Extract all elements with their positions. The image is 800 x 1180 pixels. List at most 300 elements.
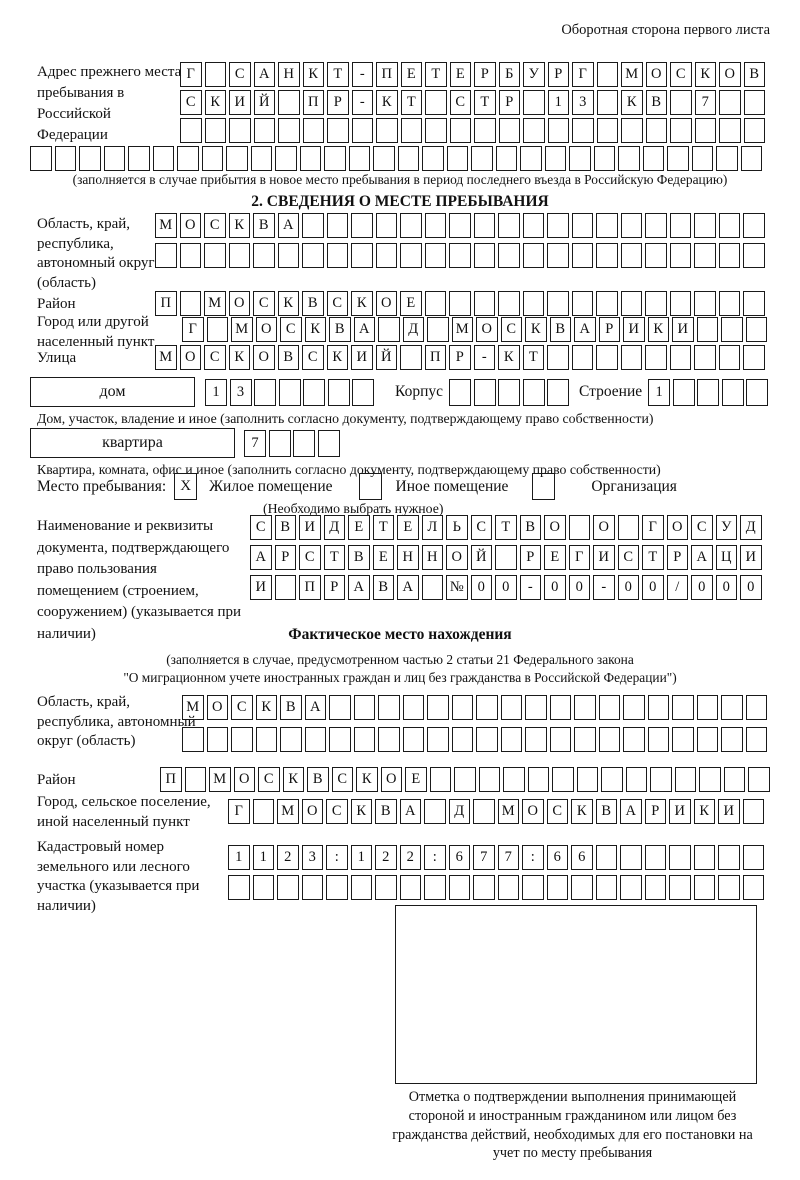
- char-box[interactable]: О: [376, 291, 398, 316]
- char-box[interactable]: [277, 875, 299, 900]
- char-box[interactable]: С: [204, 345, 226, 370]
- char-box[interactable]: В: [348, 545, 370, 570]
- char-box[interactable]: О: [207, 695, 229, 720]
- char-box[interactable]: М: [182, 695, 204, 720]
- char-box[interactable]: 1: [648, 379, 670, 406]
- char-box[interactable]: К: [205, 90, 227, 115]
- char-box[interactable]: [743, 875, 765, 900]
- char-box[interactable]: Н: [278, 62, 300, 87]
- char-box[interactable]: [572, 118, 594, 143]
- char-box[interactable]: 1: [205, 379, 227, 406]
- char-box[interactable]: [645, 243, 667, 268]
- char-box[interactable]: С: [691, 515, 713, 540]
- char-box[interactable]: Р: [667, 545, 689, 570]
- char-box[interactable]: [601, 767, 623, 792]
- char-box[interactable]: [626, 767, 648, 792]
- char-box[interactable]: [185, 767, 207, 792]
- char-box[interactable]: [599, 727, 621, 752]
- char-box[interactable]: [376, 213, 398, 238]
- char-box[interactable]: [401, 118, 423, 143]
- char-box[interactable]: 3: [230, 379, 252, 406]
- char-box[interactable]: А: [305, 695, 327, 720]
- char-box[interactable]: [645, 213, 667, 238]
- char-box[interactable]: С: [618, 545, 640, 570]
- char-box[interactable]: [545, 146, 567, 171]
- char-box[interactable]: [424, 799, 446, 824]
- char-box[interactable]: 7: [473, 845, 495, 870]
- char-box[interactable]: -: [352, 90, 374, 115]
- char-box[interactable]: К: [229, 213, 251, 238]
- char-box[interactable]: [496, 146, 518, 171]
- char-box[interactable]: [743, 845, 765, 870]
- char-box[interactable]: Н: [422, 545, 444, 570]
- char-box[interactable]: У: [716, 515, 738, 540]
- char-box[interactable]: 0: [691, 575, 713, 600]
- char-box[interactable]: С: [250, 515, 272, 540]
- char-box[interactable]: 6: [547, 845, 569, 870]
- char-box[interactable]: [621, 291, 643, 316]
- char-box[interactable]: [724, 767, 746, 792]
- char-box[interactable]: В: [550, 317, 572, 342]
- char-box[interactable]: Р: [645, 799, 667, 824]
- char-box[interactable]: [447, 146, 469, 171]
- char-box[interactable]: [403, 695, 425, 720]
- char-box[interactable]: [427, 727, 449, 752]
- char-box[interactable]: [354, 695, 376, 720]
- char-box[interactable]: В: [253, 213, 275, 238]
- char-box[interactable]: Р: [520, 545, 542, 570]
- char-box[interactable]: Д: [449, 799, 471, 824]
- char-box[interactable]: [694, 875, 716, 900]
- char-box[interactable]: 0: [569, 575, 591, 600]
- char-box[interactable]: [594, 146, 616, 171]
- char-box[interactable]: [79, 146, 101, 171]
- char-box[interactable]: [471, 146, 493, 171]
- char-box[interactable]: Е: [401, 62, 423, 87]
- char-box[interactable]: [318, 430, 340, 457]
- char-box[interactable]: [741, 146, 763, 171]
- char-box[interactable]: Г: [569, 545, 591, 570]
- char-box[interactable]: [180, 118, 202, 143]
- char-box[interactable]: [550, 695, 572, 720]
- char-box[interactable]: [744, 90, 766, 115]
- char-box[interactable]: Р: [275, 545, 297, 570]
- char-box[interactable]: В: [302, 291, 324, 316]
- char-box[interactable]: 7: [695, 90, 717, 115]
- char-box[interactable]: [326, 875, 348, 900]
- char-box[interactable]: 1: [253, 845, 275, 870]
- char-box[interactable]: [376, 243, 398, 268]
- char-box[interactable]: А: [250, 545, 272, 570]
- char-box[interactable]: [670, 291, 692, 316]
- char-box[interactable]: И: [623, 317, 645, 342]
- char-box[interactable]: [473, 875, 495, 900]
- char-box[interactable]: [425, 291, 447, 316]
- char-box[interactable]: О: [446, 545, 468, 570]
- char-box[interactable]: [474, 118, 496, 143]
- char-box[interactable]: [422, 146, 444, 171]
- char-box[interactable]: [699, 767, 721, 792]
- char-box[interactable]: [303, 118, 325, 143]
- char-box[interactable]: [645, 291, 667, 316]
- char-box[interactable]: [205, 118, 227, 143]
- char-box[interactable]: К: [525, 317, 547, 342]
- char-box[interactable]: О: [476, 317, 498, 342]
- char-box[interactable]: [427, 317, 449, 342]
- char-box[interactable]: [650, 767, 672, 792]
- char-box[interactable]: [324, 146, 346, 171]
- char-box[interactable]: Т: [401, 90, 423, 115]
- char-box[interactable]: [375, 875, 397, 900]
- char-box[interactable]: [620, 845, 642, 870]
- char-box[interactable]: [719, 345, 741, 370]
- char-box[interactable]: [354, 727, 376, 752]
- char-box[interactable]: [403, 727, 425, 752]
- char-box[interactable]: С: [231, 695, 253, 720]
- char-box[interactable]: Г: [182, 317, 204, 342]
- char-box[interactable]: М: [498, 799, 520, 824]
- char-box[interactable]: К: [303, 62, 325, 87]
- char-box[interactable]: И: [229, 90, 251, 115]
- char-box[interactable]: 7: [498, 845, 520, 870]
- char-box[interactable]: С: [299, 545, 321, 570]
- char-box[interactable]: [425, 243, 447, 268]
- checkbox-inoe[interactable]: [359, 473, 382, 500]
- char-box[interactable]: [746, 727, 768, 752]
- char-box[interactable]: И: [669, 799, 691, 824]
- char-box[interactable]: [400, 213, 422, 238]
- char-box[interactable]: 0: [740, 575, 762, 600]
- char-box[interactable]: А: [574, 317, 596, 342]
- char-box[interactable]: А: [254, 62, 276, 87]
- char-box[interactable]: [694, 291, 716, 316]
- char-box[interactable]: [305, 727, 327, 752]
- char-box[interactable]: [670, 213, 692, 238]
- char-box[interactable]: М: [452, 317, 474, 342]
- char-box[interactable]: [253, 875, 275, 900]
- char-box[interactable]: Й: [376, 345, 398, 370]
- char-box[interactable]: К: [571, 799, 593, 824]
- char-box[interactable]: [204, 243, 226, 268]
- char-box[interactable]: [621, 243, 643, 268]
- char-box[interactable]: [351, 243, 373, 268]
- char-box[interactable]: К: [278, 291, 300, 316]
- char-box[interactable]: [621, 213, 643, 238]
- char-box[interactable]: [228, 875, 250, 900]
- char-box[interactable]: [523, 118, 545, 143]
- char-box[interactable]: [476, 695, 498, 720]
- char-box[interactable]: [328, 379, 350, 406]
- char-box[interactable]: И: [351, 345, 373, 370]
- char-box[interactable]: О: [667, 515, 689, 540]
- char-box[interactable]: В: [275, 515, 297, 540]
- char-box[interactable]: С: [229, 62, 251, 87]
- char-box[interactable]: [547, 291, 569, 316]
- char-box[interactable]: П: [160, 767, 182, 792]
- char-box[interactable]: К: [621, 90, 643, 115]
- char-box[interactable]: [352, 118, 374, 143]
- char-box[interactable]: В: [329, 317, 351, 342]
- char-box[interactable]: [498, 243, 520, 268]
- char-box[interactable]: 1: [228, 845, 250, 870]
- char-box[interactable]: К: [695, 62, 717, 87]
- char-box[interactable]: [327, 243, 349, 268]
- char-box[interactable]: К: [351, 291, 373, 316]
- char-box[interactable]: [430, 767, 452, 792]
- char-box[interactable]: 0: [716, 575, 738, 600]
- char-box[interactable]: [400, 345, 422, 370]
- char-box[interactable]: 7: [244, 430, 266, 457]
- char-box[interactable]: [697, 379, 719, 406]
- char-box[interactable]: [694, 213, 716, 238]
- char-box[interactable]: [476, 727, 498, 752]
- char-box[interactable]: [427, 695, 449, 720]
- char-box[interactable]: [226, 146, 248, 171]
- char-box[interactable]: [278, 118, 300, 143]
- char-box[interactable]: В: [646, 90, 668, 115]
- char-box[interactable]: [599, 695, 621, 720]
- char-box[interactable]: [229, 243, 251, 268]
- char-box[interactable]: О: [522, 799, 544, 824]
- char-box[interactable]: [422, 575, 444, 600]
- char-box[interactable]: С: [547, 799, 569, 824]
- char-box[interactable]: К: [283, 767, 305, 792]
- char-box[interactable]: [104, 146, 126, 171]
- char-box[interactable]: [743, 243, 765, 268]
- char-box[interactable]: В: [520, 515, 542, 540]
- char-box[interactable]: [744, 118, 766, 143]
- char-box[interactable]: [280, 727, 302, 752]
- char-box[interactable]: [596, 345, 618, 370]
- char-box[interactable]: [450, 118, 472, 143]
- char-box[interactable]: 1: [351, 845, 373, 870]
- char-box[interactable]: [548, 118, 570, 143]
- char-box[interactable]: 0: [471, 575, 493, 600]
- char-box[interactable]: П: [303, 90, 325, 115]
- char-box[interactable]: С: [450, 90, 472, 115]
- char-box[interactable]: Р: [599, 317, 621, 342]
- char-box[interactable]: [373, 146, 395, 171]
- char-box[interactable]: Б: [499, 62, 521, 87]
- char-box[interactable]: [520, 146, 542, 171]
- char-box[interactable]: Е: [450, 62, 472, 87]
- char-box[interactable]: [400, 243, 422, 268]
- char-box[interactable]: [449, 213, 471, 238]
- char-box[interactable]: [577, 767, 599, 792]
- char-box[interactable]: [498, 213, 520, 238]
- char-box[interactable]: [503, 767, 525, 792]
- char-box[interactable]: №: [446, 575, 468, 600]
- char-box[interactable]: [207, 727, 229, 752]
- char-box[interactable]: О: [544, 515, 566, 540]
- char-box[interactable]: [452, 695, 474, 720]
- char-box[interactable]: [643, 146, 665, 171]
- char-box[interactable]: О: [180, 345, 202, 370]
- char-box[interactable]: [293, 430, 315, 457]
- char-box[interactable]: [721, 727, 743, 752]
- char-box[interactable]: [351, 875, 373, 900]
- char-box[interactable]: Л: [422, 515, 444, 540]
- char-box[interactable]: О: [646, 62, 668, 87]
- char-box[interactable]: Р: [474, 62, 496, 87]
- char-box[interactable]: [670, 243, 692, 268]
- char-box[interactable]: [498, 379, 520, 406]
- char-box[interactable]: [623, 727, 645, 752]
- char-box[interactable]: О: [256, 317, 278, 342]
- char-box[interactable]: [547, 243, 569, 268]
- char-box[interactable]: [523, 379, 545, 406]
- char-box[interactable]: О: [229, 291, 251, 316]
- char-box[interactable]: [474, 213, 496, 238]
- char-box[interactable]: [528, 767, 550, 792]
- char-box[interactable]: [552, 767, 574, 792]
- char-box[interactable]: [302, 243, 324, 268]
- dom-big-box[interactable]: дом: [30, 377, 195, 407]
- char-box[interactable]: [719, 243, 741, 268]
- char-box[interactable]: К: [305, 317, 327, 342]
- char-box[interactable]: [748, 767, 770, 792]
- char-box[interactable]: 3: [572, 90, 594, 115]
- char-box[interactable]: [694, 345, 716, 370]
- char-box[interactable]: С: [258, 767, 280, 792]
- char-box[interactable]: [454, 767, 476, 792]
- char-box[interactable]: К: [694, 799, 716, 824]
- char-box[interactable]: [697, 317, 719, 342]
- char-box[interactable]: [327, 118, 349, 143]
- char-box[interactable]: П: [376, 62, 398, 87]
- char-box[interactable]: А: [348, 575, 370, 600]
- char-box[interactable]: М: [155, 213, 177, 238]
- char-box[interactable]: А: [400, 799, 422, 824]
- char-box[interactable]: [424, 875, 446, 900]
- char-box[interactable]: -: [520, 575, 542, 600]
- char-box[interactable]: [572, 291, 594, 316]
- char-box[interactable]: [669, 845, 691, 870]
- char-box[interactable]: [743, 345, 765, 370]
- char-box[interactable]: И: [672, 317, 694, 342]
- char-box[interactable]: [697, 727, 719, 752]
- kvartira-big-box[interactable]: квартира: [30, 428, 235, 458]
- checkbox-org[interactable]: [532, 473, 555, 500]
- char-box[interactable]: С: [332, 767, 354, 792]
- char-box[interactable]: [550, 727, 572, 752]
- char-box[interactable]: [569, 515, 591, 540]
- char-box[interactable]: [202, 146, 224, 171]
- char-box[interactable]: [719, 90, 741, 115]
- char-box[interactable]: [180, 243, 202, 268]
- char-box[interactable]: Ь: [446, 515, 468, 540]
- char-box[interactable]: И: [718, 799, 740, 824]
- char-box[interactable]: [425, 213, 447, 238]
- char-box[interactable]: [351, 213, 373, 238]
- char-box[interactable]: [596, 213, 618, 238]
- char-box[interactable]: [253, 799, 275, 824]
- char-box[interactable]: [694, 845, 716, 870]
- checkbox-zhiloe[interactable]: X: [174, 473, 197, 500]
- char-box[interactable]: 6: [449, 845, 471, 870]
- char-box[interactable]: [278, 90, 300, 115]
- char-box[interactable]: Г: [572, 62, 594, 87]
- char-box[interactable]: М: [621, 62, 643, 87]
- char-box[interactable]: [675, 767, 697, 792]
- char-box[interactable]: [618, 146, 640, 171]
- char-box[interactable]: И: [250, 575, 272, 600]
- char-box[interactable]: [670, 118, 692, 143]
- char-box[interactable]: А: [620, 799, 642, 824]
- char-box[interactable]: К: [648, 317, 670, 342]
- char-box[interactable]: [648, 695, 670, 720]
- char-box[interactable]: -: [352, 62, 374, 87]
- char-box[interactable]: 2: [400, 845, 422, 870]
- char-box[interactable]: [378, 695, 400, 720]
- char-box[interactable]: В: [373, 575, 395, 600]
- char-box[interactable]: [670, 345, 692, 370]
- char-box[interactable]: [155, 243, 177, 268]
- char-box[interactable]: [621, 118, 643, 143]
- char-box[interactable]: [254, 379, 276, 406]
- char-box[interactable]: [645, 845, 667, 870]
- char-box[interactable]: К: [498, 345, 520, 370]
- char-box[interactable]: 6: [571, 845, 593, 870]
- char-box[interactable]: Т: [642, 545, 664, 570]
- char-box[interactable]: -: [593, 575, 615, 600]
- char-box[interactable]: [547, 213, 569, 238]
- char-box[interactable]: [523, 213, 545, 238]
- char-box[interactable]: [648, 727, 670, 752]
- char-box[interactable]: [597, 118, 619, 143]
- char-box[interactable]: [55, 146, 77, 171]
- char-box[interactable]: 0: [544, 575, 566, 600]
- char-box[interactable]: Р: [499, 90, 521, 115]
- char-box[interactable]: [449, 243, 471, 268]
- char-box[interactable]: [205, 62, 227, 87]
- char-box[interactable]: [449, 875, 471, 900]
- char-box[interactable]: [547, 345, 569, 370]
- char-box[interactable]: 2: [277, 845, 299, 870]
- char-box[interactable]: А: [691, 545, 713, 570]
- char-box[interactable]: С: [501, 317, 523, 342]
- char-box[interactable]: 3: [302, 845, 324, 870]
- char-box[interactable]: О: [381, 767, 403, 792]
- char-box[interactable]: Р: [449, 345, 471, 370]
- char-box[interactable]: Е: [348, 515, 370, 540]
- char-box[interactable]: Е: [397, 515, 419, 540]
- char-box[interactable]: [352, 379, 374, 406]
- char-box[interactable]: С: [180, 90, 202, 115]
- char-box[interactable]: [746, 379, 768, 406]
- char-box[interactable]: [495, 545, 517, 570]
- char-box[interactable]: А: [354, 317, 376, 342]
- char-box[interactable]: Г: [228, 799, 250, 824]
- char-box[interactable]: [473, 799, 495, 824]
- char-box[interactable]: С: [670, 62, 692, 87]
- char-box[interactable]: [572, 345, 594, 370]
- char-box[interactable]: [719, 291, 741, 316]
- char-box[interactable]: Ц: [716, 545, 738, 570]
- char-box[interactable]: [182, 727, 204, 752]
- char-box[interactable]: [349, 146, 371, 171]
- char-box[interactable]: К: [376, 90, 398, 115]
- char-box[interactable]: С: [204, 213, 226, 238]
- char-box[interactable]: Й: [254, 90, 276, 115]
- char-box[interactable]: [623, 695, 645, 720]
- char-box[interactable]: [425, 118, 447, 143]
- char-box[interactable]: П: [155, 291, 177, 316]
- char-box[interactable]: -: [474, 345, 496, 370]
- char-box[interactable]: [669, 875, 691, 900]
- char-box[interactable]: [449, 291, 471, 316]
- char-box[interactable]: [279, 379, 301, 406]
